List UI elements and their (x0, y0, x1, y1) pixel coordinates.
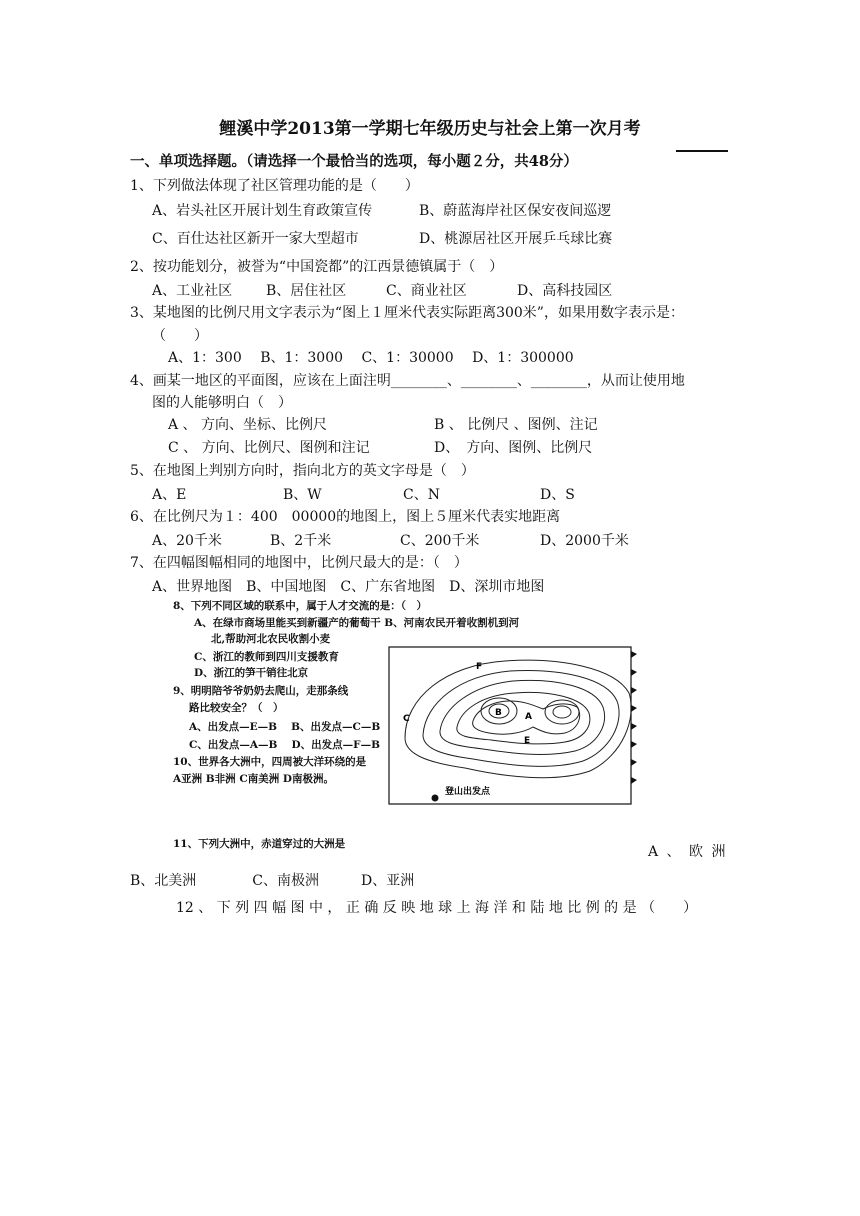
q11-options-bcd: B、北美洲 C、南极洲 D、亚洲 (130, 873, 415, 889)
q6-option-b: B、2千米 (270, 533, 332, 549)
q11-option-a: A 、 欧 洲 (648, 844, 728, 860)
q1-stem: 1、下列做法体现了社区管理功能的是（ ） (130, 178, 419, 194)
cliff-mark (631, 777, 637, 784)
q3-options: A、1：300 B、1：3000 C、1：30000 D、1：300000 (168, 350, 574, 366)
q1-option-c: C、百仕达社区新开一家大型超市 (152, 231, 359, 247)
q12-stem: 12 、 下 列 四 幅 图 中 ， 正 确 反 映 地 球 上 海 洋 和 陆 地 比 例 的 是 （ ） (176, 900, 698, 916)
q5-option-d: D、S (540, 487, 575, 503)
cliff-mark (631, 741, 637, 748)
contour-map (385, 643, 641, 808)
map-label-b: B (495, 708, 502, 718)
q2-option-b: B、居住社区 (266, 283, 347, 299)
q8-stem: 8、下列不同区域的联系中，属于人才交流的是：（ ） (173, 600, 428, 612)
q8-option-d: D、浙江的笋干销往北京 (194, 667, 309, 679)
q8-option-a-cont: 北,帮助河北农民收割小麦 (211, 633, 331, 645)
q7-options: A、世界地图 B、中国地图 C、广东省地图 D、深圳市地图 (152, 579, 545, 595)
cliff-mark (631, 669, 637, 676)
map-label-f: F (476, 662, 483, 672)
q6-stem: 6、在比例尺为１：400 00000的地图上，图上５厘米代表实地距离 (130, 509, 561, 525)
score-line (676, 150, 728, 152)
q4-option-c: C 、 方向、比例尺、图例和注记 (168, 440, 370, 456)
cliff-mark (631, 651, 637, 658)
contour-line-1 (405, 660, 631, 778)
section-heading: 一、单项选择题。（请选择一个最恰当的选项，每小题２分，共48分） (130, 153, 578, 170)
map-label-e: E (524, 736, 531, 746)
q1-option-b: B、蔚蓝海岸社区保安夜间巡逻 (419, 203, 612, 219)
q2-stem: 2、按功能划分，被誉为“中国瓷都”的江西景德镇属于（ ） (130, 259, 504, 275)
cliff-mark (631, 759, 637, 766)
q7-stem: 7、在四幅图幅相同的地图中，比例尺最大的是：（ ） (130, 555, 468, 571)
q9-stem: 9、明明陪爷爷奶奶去爬山，走那条线 (173, 685, 349, 697)
q9-stem-cont: 路比较安全？（ ） (189, 702, 284, 714)
q1-option-a: A、岩头社区开展计划生育政策宣传 (152, 203, 373, 219)
q4-stem-cont: 图的人能够明白（ ） (152, 395, 292, 411)
q11-stem: 11、下列大洲中，赤道穿过的大洲是 (173, 838, 346, 850)
q4-option-a: A 、 方向、坐标、比例尺 (168, 417, 328, 433)
q10-options: A亚洲 B非洲 C南美洲 D南极洲。 (173, 773, 334, 785)
q2-option-c: C、商业社区 (386, 283, 467, 299)
q8-option-c: C、浙江的教师到四川支援教育 (194, 651, 339, 663)
q6-option-a: A、20千米 (152, 533, 222, 549)
q9-options-cd: C、出发点—A—B D、出发点—F—B (189, 739, 380, 751)
peak-a-contour-2 (553, 706, 571, 718)
page-title: 鲤溪中学2013第一学期七年级历史与社会上第一次月考 (219, 119, 641, 139)
start-point-dot (432, 795, 439, 802)
cliff-mark (631, 687, 637, 694)
q4-option-b: B 、 比例尺 、图例、注记 (434, 417, 598, 433)
q6-option-c: C、200千米 (400, 533, 480, 549)
q3-stem: 3、某地图的比例尺用文字表示为“图上１厘米代表实际距离300米”，如果用数字表示是： (130, 305, 684, 321)
q8-option-a: A、在绿市商场里能买到新疆产的葡萄干 B、河南农民开着收割机到河 (194, 617, 520, 629)
q6-option-d: D、2000千米 (540, 533, 629, 549)
map-label-c: C (403, 714, 410, 724)
q4-option-d: D、 方向、图例、比例尺 (434, 440, 593, 456)
q5-option-a: A、E (152, 487, 187, 503)
q1-option-d: D、桃源居社区开展乒乓球比赛 (419, 231, 613, 247)
q3-paren: （ ） (152, 328, 208, 344)
cliff-mark (631, 705, 637, 712)
map-label-a: A (525, 712, 532, 722)
q5-stem: 5、在地图上判别方向时，指向北方的英文字母是（ ） (130, 463, 475, 479)
q2-option-d: D、高科技园区 (517, 283, 613, 299)
q4-stem: 4、画某一地区的平面图，应该在上面注明________、________、________，从而让使用地 (130, 373, 685, 389)
q9-options-ab: A、出发点—E—B B、出发点—C—B (189, 721, 381, 733)
q10-stem: 10、世界各大洲中，四周被大洋环绕的是 (173, 756, 367, 768)
q5-option-c: C、N (403, 487, 440, 503)
q5-option-b: B、W (283, 487, 322, 503)
map-start-label: 登山出发点 (445, 787, 491, 797)
cliff-mark (631, 723, 637, 730)
q2-option-a: A、工业社区 (152, 283, 233, 299)
